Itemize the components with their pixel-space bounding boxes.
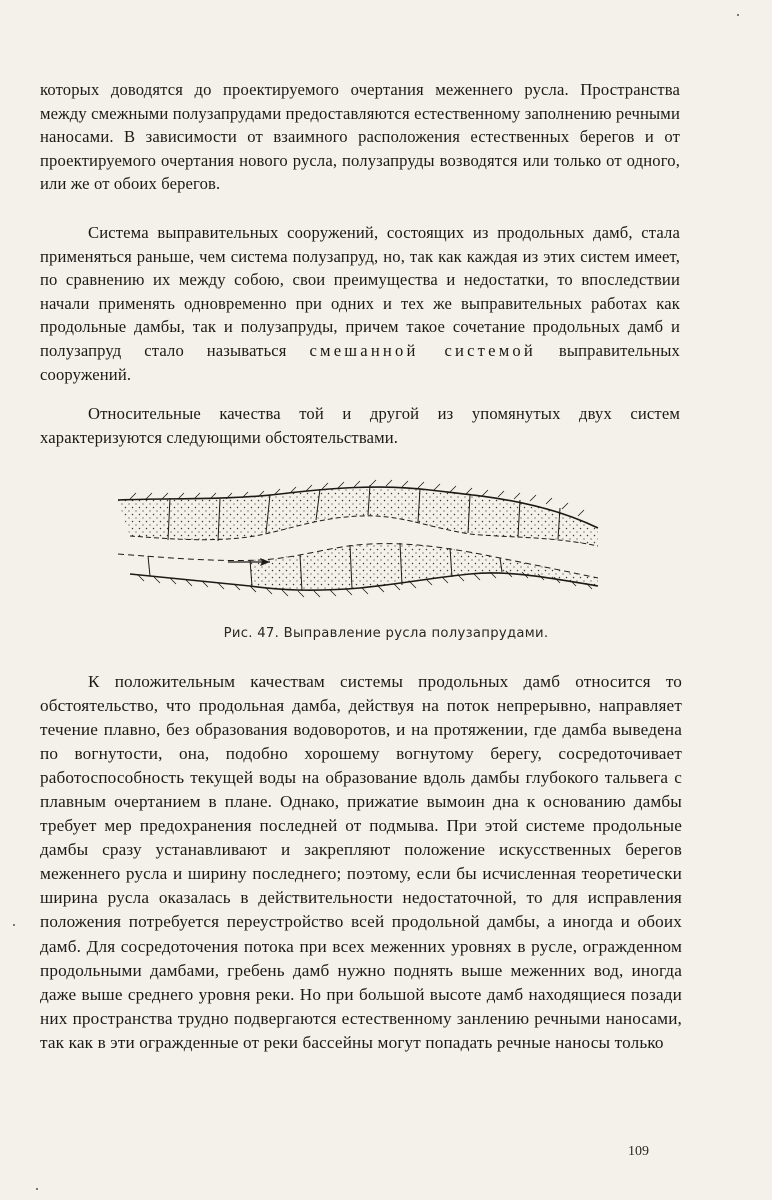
paragraph-continuation: которых доводятся до проектируемого очертания меженнего русла. Пространства между смежными полузапрудами предоставляются естественному заполнению речными наносами. В зависимости от взаимного расположения естественных берегов и от проектируемого очертания нового русла, полузапруды возводятся или только от одного, или же от обоих берегов. bbox=[40, 80, 680, 194]
scan-speck bbox=[13, 924, 15, 926]
paragraph-system-history bbox=[40, 221, 680, 386]
paragraph-longitudinal-dikes: К положительным качествам системы продольных дамб относится то обстоятельство, что продольная дамба, действуя на поток непрерывно, направляет течение плавно, без образования водоворотов, и на протяжении, где дамба выведена по вогнутости, она, подобно хорошему вогнутому берегу, сосредоточивает работоспособность текущей воды на образование вдоль дамбы глубокого тальвега с плавным очертанием в плане. Однако, прижатие вымоин дна к основанию дамбы требует мер предохранения последней от подмыва. При этой системе продольные дамбы сразу устанавливают и закрепляют положение искусственных берегов меженнего русла и ширину последнего; поэтому, если бы исчисленная теоретически ширина русла оказалась в действительности недостаточной, то для исправления положения потребуется переустройство всей продольной дамбы, а иногда и обоих дамб. Для сосредоточения потока при всех меженних уровнях в русле, огражденном продольными дамбами, гребень дамб нужно поднять выше меженних вод, иногда даже выше среднего уровня реки. Но при большой высоте дамб находящиеся позади них пространства трудно подвергаются естественному занлению речными наносами, так как в эти огражденные от реки бассейны могут попадать речные наносы только bbox=[40, 672, 682, 1052]
paragraph-system-history-end: выправительных сооружений. bbox=[40, 340, 680, 384]
river-training-figure bbox=[110, 478, 610, 612]
emphasized-term: смешанной системой bbox=[309, 340, 536, 360]
figure-caption: Рис. 47. Выправление русла полузапрудами. bbox=[223, 626, 549, 641]
paragraph-system-history-text: Система выправительных сооружений, состоящих из продольных дамб, стала применяться раньше, чем система полузапруд, но, так как каждая из этих систем имеет, по сравнению их между собою, свои преимущества и недостатки, то впоследствии начали применять одновременно при одних и тех же выправительных работах как продольные дамбы, так и полузапруды, причем такое сочетание продольных дамб и полузапруд стало называться bbox=[40, 223, 680, 360]
scan-speck bbox=[36, 1188, 38, 1190]
page-number: 109 bbox=[628, 1144, 649, 1159]
paragraph-comparison-intro: Относительные качества той и другой из упомянутых двух систем характеризуются следующими обстоятельствами. bbox=[40, 404, 680, 447]
scan-speck bbox=[737, 14, 739, 16]
